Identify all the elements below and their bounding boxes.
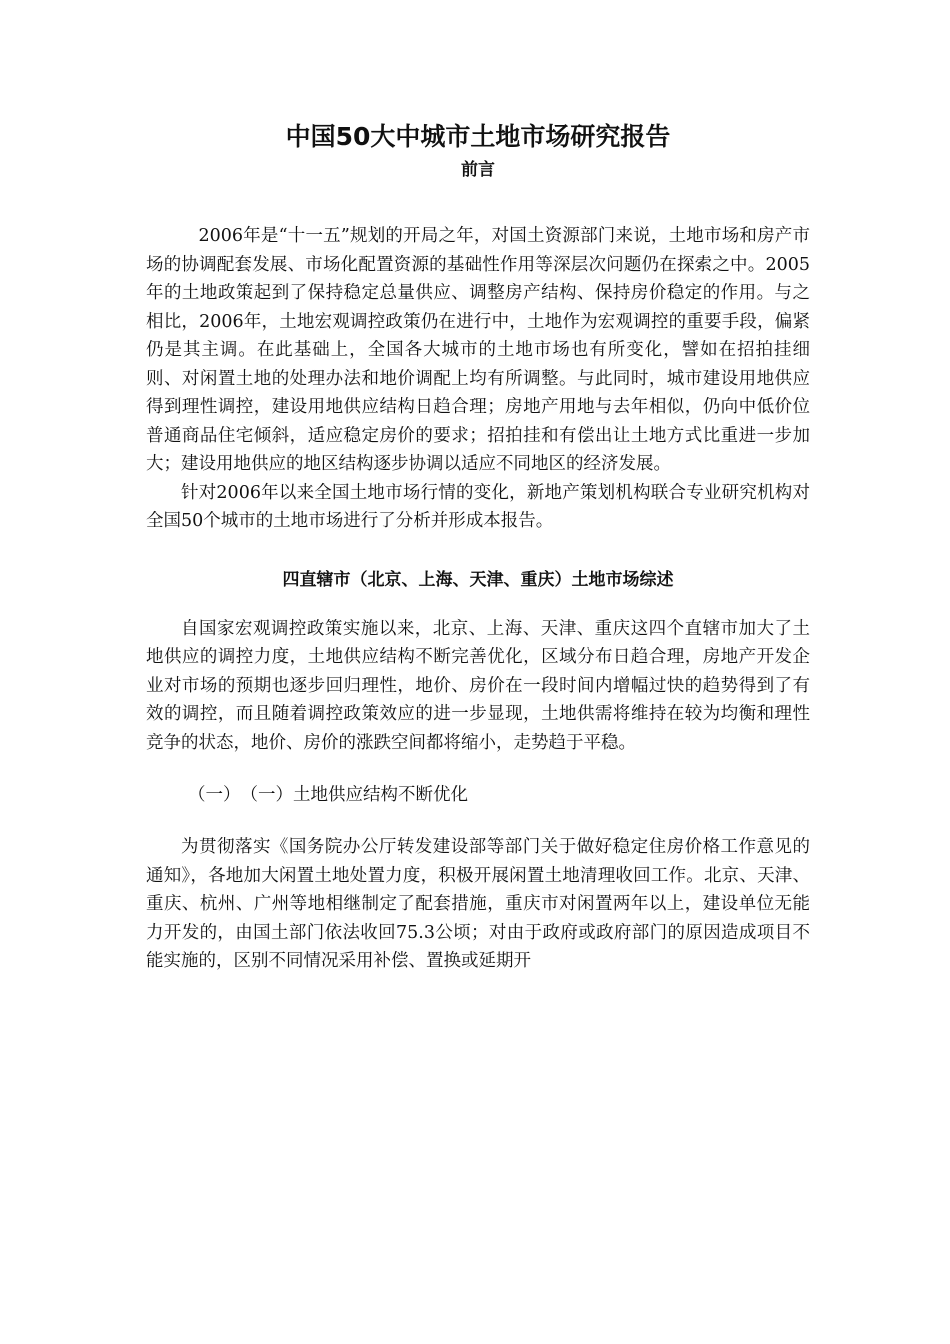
document-page bbox=[146, 118, 810, 976]
subsection-heading: （一） （一）土地供应结构不断优化 bbox=[188, 785, 468, 805]
subsection-paragraph: 为贯彻落实《国务院办公厅转发建设部等部门关于做好稳定住房价格工作意见的通知》，各地加大闲置土地处置力度，积极开展闲置土地清理收回工作。北京、天津、重庆、杭州、广州等地相继制定了配套措施，重庆市对闲置两年以上，建设单位无能力开发的，由国土部门依法收回75.3公顷；对由于政府或政府部门的原因造成项目不能实施的，区别不同情况采用补偿、置换或延期开 bbox=[146, 837, 810, 971]
section-paragraph: 自国家宏观调控政策实施以来，北京、上海、天津、重庆这四个直辖市加大了土地供应的调控力度，土地供应结构不断完善优化，区域分布日趋合理，房地产开发企业对市场的预期也逐步回归理性，地价、房价在一段时间内增幅过快的趋势得到了有效的调控，而且随着调控政策效应的进一步显现，土地供需将维持在较为均衡和理性竞争的状态，地价、房价的涨跌空间都将缩小，走势趋于平稳。 bbox=[146, 618, 810, 753]
intro-paragraph: 2006年是“十一五”规划的开局之年，对国土资源部门来说，土地市场和房产市场的协调配套发展、市场化配置资源的基础性作用等深层次问题仍在探索之中。2005年的土地政策起到了保持稳定总量供应、调整房产结构、保持房价稳定的作用。与之相比，2006年，土地宏观调控政策仍在进行中，土地作为宏观调控的重要手段，偏紧仍是其主调。在此基础上，全国各大城市的土地市场也有所变化，譬如在招拍挂细则、对闲置土地的处理办法和地价调配上均有所调整。与此同时，城市建设用地供应得到理性调控，建设用地供应结构日趋合理；房地产用地与去年相似，仍向中低价位普通商品住宅倾斜，适应稳定房价的要求；招拍挂和有偿出让土地方式比重进一步加大；建设用地供应的地区结构逐步协调以适应不同地区的经济发展。 bbox=[146, 226, 810, 474]
intro-paragraph: 针对2006年以来全国土地市场行情的变化，新地产策划机构联合专业研究机构对全国50个城市的土地市场进行了分析并形成本报告。 bbox=[146, 482, 810, 531]
section-heading: 四直辖市（北京、上海、天津、重庆）土地市场综述 bbox=[282, 569, 674, 590]
document-title: 中国50大中城市土地市场研究报告 bbox=[285, 122, 671, 151]
preface-heading: 前言 bbox=[461, 160, 495, 180]
